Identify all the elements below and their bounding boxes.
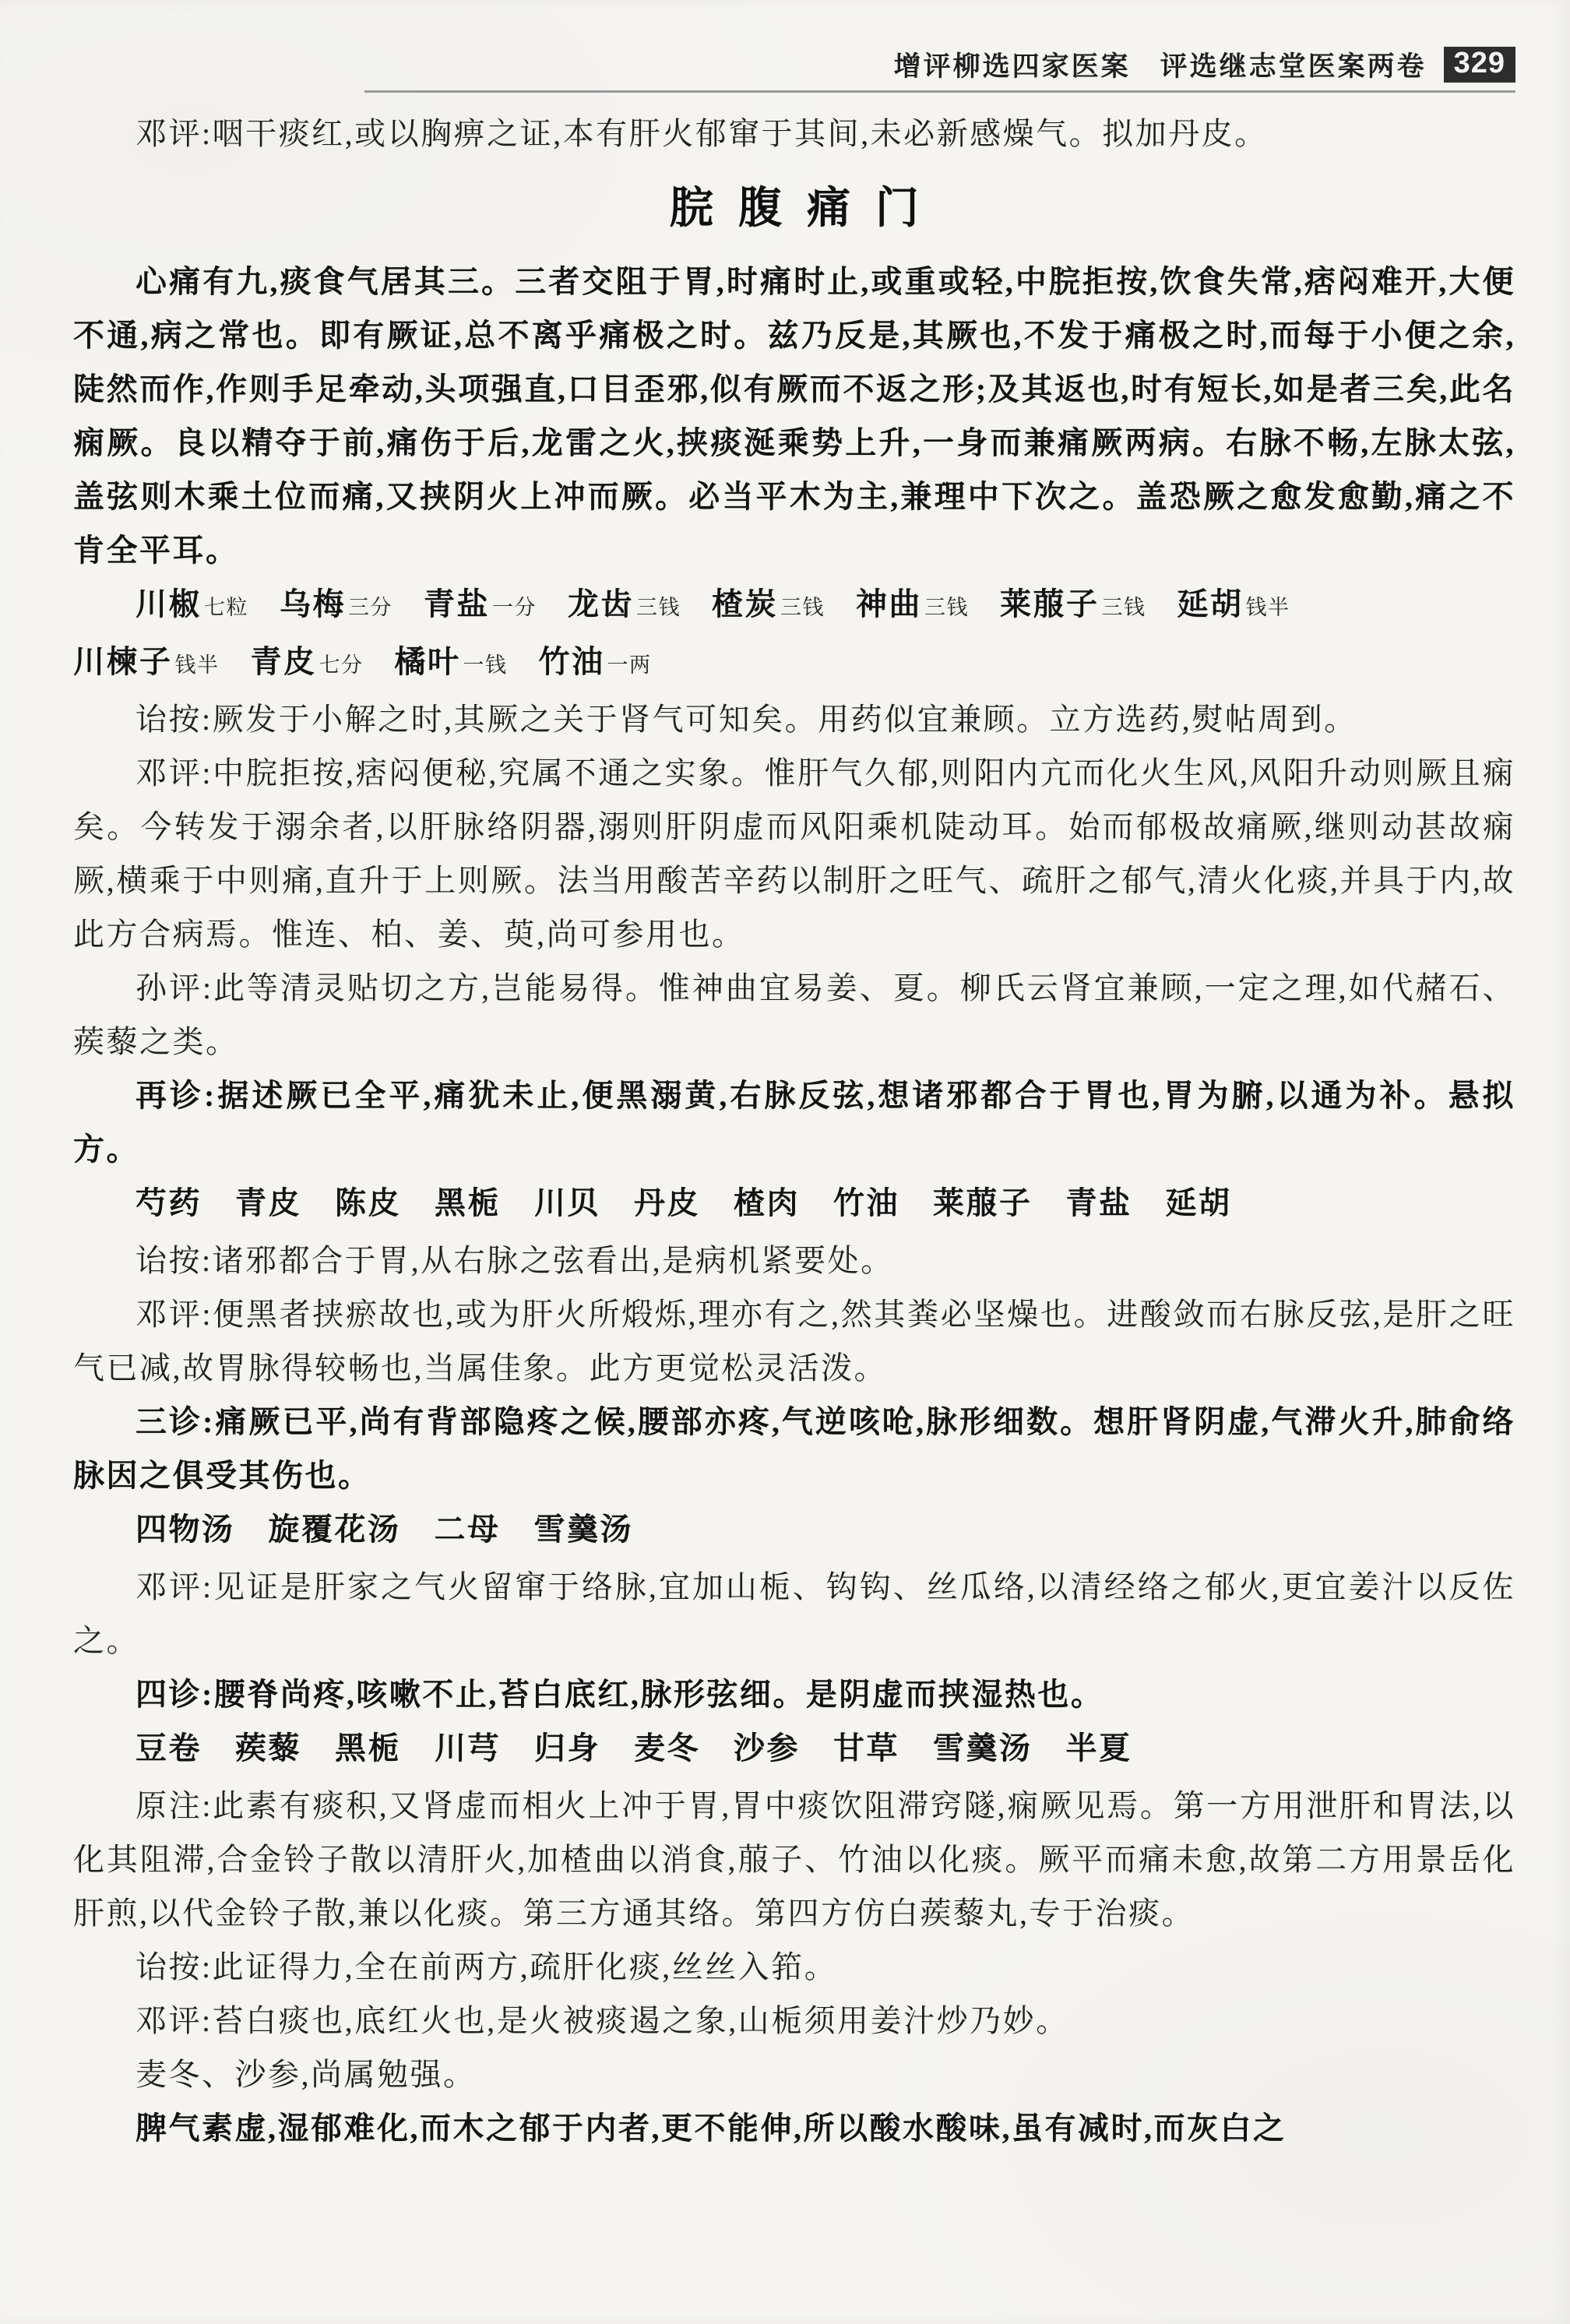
herb-item [1166, 1185, 1234, 1220]
herb-name: 神曲 [856, 586, 922, 621]
herb-name: 青盐 [424, 586, 490, 621]
herb-name: 延胡 [1177, 586, 1244, 621]
herb-name: 黑栀 [435, 1185, 501, 1220]
herb-dose: 一两 [607, 653, 652, 677]
herb-dose: 一钱 [463, 653, 508, 677]
herb-item [335, 1731, 403, 1766]
herb-item [235, 1731, 304, 1766]
herb-name: 芍药 [136, 1185, 202, 1220]
herb-item [568, 586, 681, 621]
herb-item [539, 644, 652, 679]
herb-name: 二母 [434, 1511, 501, 1547]
herb-name: 蒺藜 [235, 1730, 301, 1766]
page-header [73, 45, 1515, 84]
herb-dose: 三钱 [924, 595, 969, 619]
herb-item [435, 1512, 503, 1547]
herb-item [833, 1185, 902, 1220]
herb-item [734, 1185, 802, 1220]
herb-dose: 一分 [492, 595, 537, 619]
herb-item [269, 1512, 403, 1547]
herb-name: 楂肉 [734, 1185, 800, 1220]
herb-item [435, 1731, 503, 1766]
herb-item [280, 586, 392, 621]
herb-item [435, 1185, 503, 1220]
herb-name: 豆卷 [136, 1730, 202, 1766]
paragraph-comment: 麦冬、沙参,尚属勉强。 [136, 2056, 477, 2092]
herb-item [534, 1512, 636, 1547]
herb-name: 橘叶 [394, 643, 461, 679]
herb-name: 沙参 [734, 1730, 800, 1766]
herb-name: 莱菔子 [1000, 586, 1100, 621]
herb-item [136, 1731, 204, 1766]
running-title: 增评柳选四家医案 评选继志堂医案两卷 [893, 51, 1427, 82]
herb-name: 雪羹汤 [533, 1511, 633, 1547]
herb-item [534, 1731, 603, 1766]
paragraph-comment: 诒按:厥发于小解之时,其厥之关于肾气可知矣。用药似宜兼顾。立方选药,熨帖周到。 [136, 701, 1357, 737]
paragraph-comment: 邓评:便黑者挟瘀故也,或为肝火所煅烁,理亦有之,然其粪必坚燥也。进酸敛而右脉反弦,是肝之旺气已减,故胃脉得较畅也,当属佳象。此方更觉松灵活泼。 [73, 1296, 1515, 1386]
paragraph-comment: 邓评:中脘拒按,痞闷便秘,究属不通之实象。惟肝气久郁,则阳内亢而化火生风,风阳升动则厥且痫矣。今转发于溺余者,以肝脉络阴器,溺则肝阴虚而风阳乘机陡动耳。始而郁极故痛厥,继则动甚故痫厥,横乘于中则痛,直升于上则厥。法当用酸苦辛药以制肝之旺气、疏肝之郁气,清火化痰,并具于内,故此方合病焉。惟连、柏、姜、萸,尚可参用也。 [73, 755, 1515, 952]
herb-name: 竹油 [833, 1185, 899, 1220]
herb-item [933, 1185, 1035, 1220]
page-number-badge: 329 [1444, 47, 1515, 83]
herb-name: 青皮 [235, 1185, 301, 1220]
herb-item [1066, 1731, 1135, 1766]
herb-item [1000, 586, 1146, 621]
herb-name: 川芎 [435, 1730, 501, 1766]
herb-name: 旋覆花汤 [268, 1511, 401, 1547]
herb-item [251, 644, 364, 679]
prescription-line [73, 1176, 1515, 1234]
paragraph-main: 三诊:痛厥已平,尚有背部隐疼之候,腰部亦疼,气逆咳呛,脉形细数。想肝肾阴虚,气滞火升,肺俞络脉因之俱受其伤也。 [73, 1403, 1515, 1493]
herb-name: 川楝子 [73, 643, 173, 679]
herb-item [712, 586, 825, 621]
herb-name: 丹皮 [634, 1185, 700, 1220]
herb-name: 雪羹汤 [933, 1730, 1033, 1766]
herb-dose: 钱半 [1245, 595, 1290, 619]
herb-item [833, 1731, 902, 1766]
herb-name: 四物汤 [136, 1511, 235, 1547]
prescription-line [73, 1502, 1515, 1560]
herb-item [1066, 1185, 1135, 1220]
herb-name: 麦冬 [634, 1730, 700, 1766]
section-title: 脘腹痛门 [670, 185, 944, 233]
paragraph-comment: 邓评:咽干痰红,或以胸痹之证,本有肝火郁窜于其间,未必新感燥气。拟加丹皮。 [136, 116, 1268, 151]
herb-item [1178, 586, 1290, 621]
herb-name: 楂炭 [712, 586, 778, 621]
herb-name: 川椒 [136, 586, 202, 621]
herb-item [136, 1512, 238, 1547]
paragraph-main: 心痛有九,痰食气居其三。三者交阻于胃,时痛时止,或重或轻,中脘拒按,饮食失常,痞闷难开,大便不通,病之常也。即有厥证,总不离乎痛极之时。兹乃反是,其厥也,不发于痛极之时,而每于小便之余,陡然而作,作则手足牵动,头项强直,口目歪邪,似有厥而不返之形;及其返也,时有短长,如是者三矣,此名痫厥。良以精夺于前,痛伤于后,龙雷之火,挟痰涎乘势上升,一身而兼痛厥两病。右脉不畅,左脉太弦,盖弦则木乘土位而痛,又挟阴火上冲而厥。必当平木为主,兼理中下次之。盖恐厥之愈发愈勤,痛之不肯全平耳。 [73, 263, 1515, 568]
paragraph-comment: 诒按:此证得力,全在前两方,疏肝化痰,丝丝入筘。 [136, 1949, 838, 1984]
herb-name: 甘草 [833, 1730, 899, 1766]
paragraph-comment: 孙评:此等清灵贴切之方,岂能易得。惟神曲宜易姜、夏。柳氏云肾宜兼顾,一定之理,如代赭石、蒺藜之类。 [73, 970, 1515, 1059]
herb-name: 半夏 [1065, 1730, 1132, 1766]
prescription-line [73, 577, 1515, 635]
herb-item [235, 1185, 304, 1220]
herb-item [634, 1185, 702, 1220]
herb-item [634, 1731, 702, 1766]
herb-name: 陈皮 [335, 1185, 401, 1220]
header-rule [364, 90, 1515, 93]
herb-name: 青皮 [250, 643, 317, 679]
herb-name: 青盐 [1065, 1185, 1132, 1220]
herb-item [73, 644, 220, 679]
herb-name: 莱菔子 [933, 1185, 1033, 1220]
herb-item [856, 586, 969, 621]
herb-name: 乌梅 [280, 586, 346, 621]
herb-name: 归身 [534, 1730, 600, 1766]
herb-item [395, 644, 508, 679]
paragraph-main: 脾气素虚,湿郁难化,而木之郁于内者,更不能伸,所以酸水酸味,虽有减时,而灰白之 [136, 2110, 1287, 2146]
page-content [73, 107, 1515, 2155]
herb-name: 川贝 [534, 1185, 600, 1220]
herb-dose: 七分 [319, 653, 364, 677]
herb-dose: 钱半 [174, 653, 220, 677]
prescription-line [73, 1721, 1515, 1779]
herb-dose: 三钱 [1101, 595, 1146, 619]
herb-name: 延胡 [1165, 1185, 1232, 1220]
paragraph-comment: 诒按:诸邪都合于胃,从右脉之弦看出,是病机紧要处。 [136, 1242, 894, 1278]
herb-item [933, 1731, 1035, 1766]
herb-name: 黑栀 [335, 1730, 401, 1766]
paragraph-main: 再诊:据述厥已全平,痛犹未止,便黑溺黄,右脉反弦,想诸邪都合于胃也,胃为腑,以通为补。悬拟方。 [73, 1077, 1515, 1167]
herb-item [424, 586, 537, 621]
herb-dose: 七粒 [204, 595, 248, 619]
prescription-line [73, 635, 1515, 692]
herb-name: 龙齿 [568, 586, 634, 621]
paragraph-comment: 邓评:见证是肝家之气火留窜于络脉,宜加山栀、钩钩、丝瓜络,以清经络之郁火,更宜姜汁以反佐之。 [73, 1569, 1515, 1658]
herb-item [734, 1731, 802, 1766]
herb-name: 竹油 [538, 643, 605, 679]
herb-item [534, 1185, 603, 1220]
paragraph-main: 四诊:腰脊尚疼,咳嗽不止,苔白底红,脉形弦细。是阴虚而挟湿热也。 [136, 1676, 1104, 1712]
herb-item [335, 1185, 403, 1220]
herb-item [136, 1185, 204, 1220]
herb-dose: 三钱 [780, 595, 825, 619]
paragraph-comment: 邓评:苔白痰也,底红火也,是火被痰遏之象,山栀须用姜汁炒乃妙。 [136, 2002, 1069, 2038]
paragraph-comment: 原注:此素有痰积,又肾虚而相火上冲于胃,胃中痰饮阻滞窍隧,痫厥见焉。第一方用泄肝和胃法,以化其阻滞,合金铃子散以清肝火,加楂曲以消食,菔子、竹油以化痰。厥平而痛未愈,故第二方用景岳化肝煎,以代金铃子散,兼以化痰。第三方通其络。第四方仿白蒺藜丸,专于治痰。 [73, 1787, 1515, 1931]
herb-dose: 三分 [348, 595, 392, 619]
herb-dose: 三钱 [636, 595, 681, 619]
herb-item [136, 586, 248, 621]
